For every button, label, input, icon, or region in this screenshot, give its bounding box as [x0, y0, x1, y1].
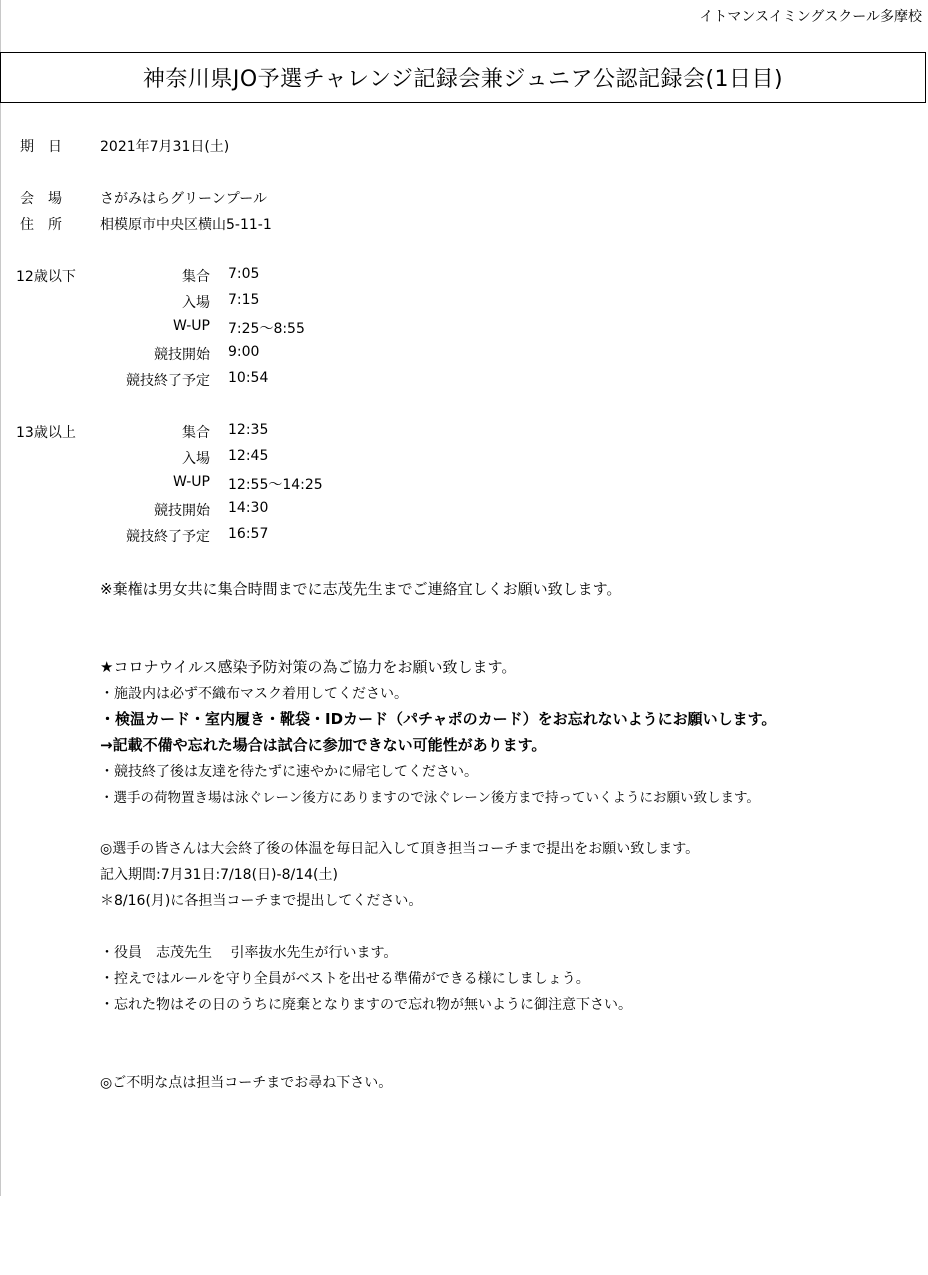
- title-box: [0, 52, 926, 103]
- covid-item: ・競技終了後は友達を待たずに速やかに帰宅してください。: [100, 764, 478, 780]
- misc-note: ・役員 志茂先生 引率抜水先生が行います。: [100, 945, 398, 961]
- covid-item: ・施設内は必ず不織布マスク着用してください。: [100, 686, 408, 702]
- contact-note: ◎ご不明な点は担当コーチまでお尋ね下さい。: [100, 1075, 393, 1091]
- schedule-row-time: 10:54: [228, 370, 269, 386]
- withdrawal-note: ※棄権は男女共に集合時間までに志茂先生までご連絡宜しくお願い致します。: [100, 580, 622, 598]
- schedule-row-time: 7:15: [228, 292, 260, 308]
- schedule-row-label: 競技終了予定: [126, 373, 210, 389]
- schedule-row-time: 7:25〜8:55: [228, 321, 305, 337]
- schedule-row-label: 競技開始: [154, 347, 210, 363]
- venue-value: さがみはらグリーンプール: [100, 191, 268, 207]
- schedule-row-label: 集合: [182, 269, 210, 285]
- schedule-row-time: 16:57: [228, 526, 269, 542]
- schedule-row-time: 12:55〜14:25: [228, 477, 323, 493]
- left-border: [0, 0, 1, 1196]
- covid-item-emphasis: ・検温カード・室内履き・靴袋・IDカード（パチャポのカード）をお忘れないようにお願いします。: [100, 710, 777, 728]
- covid-heading: ★コロナウイルス感染予防対策の為ご協力をお願い致します。: [100, 658, 517, 676]
- date-value: 2021年7月31日(土): [100, 139, 230, 155]
- date-label: 期 日: [20, 139, 62, 155]
- temperature-note: ◎選手の皆さんは大会終了後の体温を毎日記入して頂き担当コーチまで提出をお願い致します。: [100, 841, 700, 857]
- schedule-row-time: 7:05: [228, 266, 260, 282]
- covid-item-emphasis: →記載不備や忘れた場合は試合に参加できない可能性があります。: [100, 736, 547, 754]
- address-value: 相模原市中央区横山5-11-1: [100, 217, 272, 233]
- schedule-row-time: 14:30: [228, 500, 269, 516]
- schedule-row-time: 9:00: [228, 344, 260, 360]
- organization-name: イトマンスイミングスクール多摩校: [699, 9, 922, 25]
- schedule-row-label: W-UP: [172, 474, 210, 490]
- schedule-row-time: 12:35: [228, 422, 269, 438]
- address-label: 住 所: [20, 217, 62, 233]
- venue-label: 会 場: [20, 191, 62, 207]
- schedule-row-label: 集合: [182, 425, 210, 441]
- misc-note: ・控えではルールを守り全員がベストを出せる準備ができる様にしましょう。: [100, 971, 590, 987]
- schedule-row-label: 入場: [182, 451, 210, 467]
- schedule-row-label: 競技開始: [154, 503, 210, 519]
- temperature-deadline: ＊8/16(月)に各担当コーチまで提出してください。: [100, 893, 423, 909]
- schedule-row-label: W-UP: [172, 318, 210, 334]
- schedule-row-label: 競技終了予定: [126, 529, 210, 545]
- schedule-group-label: 13歳以上: [16, 425, 76, 441]
- misc-note: ・忘れた物はその日のうちに廃棄となりますので忘れ物が無いように御注意下さい。: [100, 997, 632, 1013]
- schedule-row-time: 12:45: [228, 448, 269, 464]
- schedule-row-label: 入場: [182, 295, 210, 311]
- covid-item: ・選手の荷物置き場は泳ぐレーン後方にありますので泳ぐレーン後方まで持っていくようにお願い致します。: [100, 790, 760, 806]
- schedule-group-label: 12歳以下: [16, 269, 76, 285]
- page-title: 神奈川県JO予選チャレンジ記録会兼ジュニア公認記録会(1日目): [142, 67, 784, 92]
- temperature-period: 記入期間:7月31日:7/18(日)-8/14(土): [100, 867, 338, 883]
